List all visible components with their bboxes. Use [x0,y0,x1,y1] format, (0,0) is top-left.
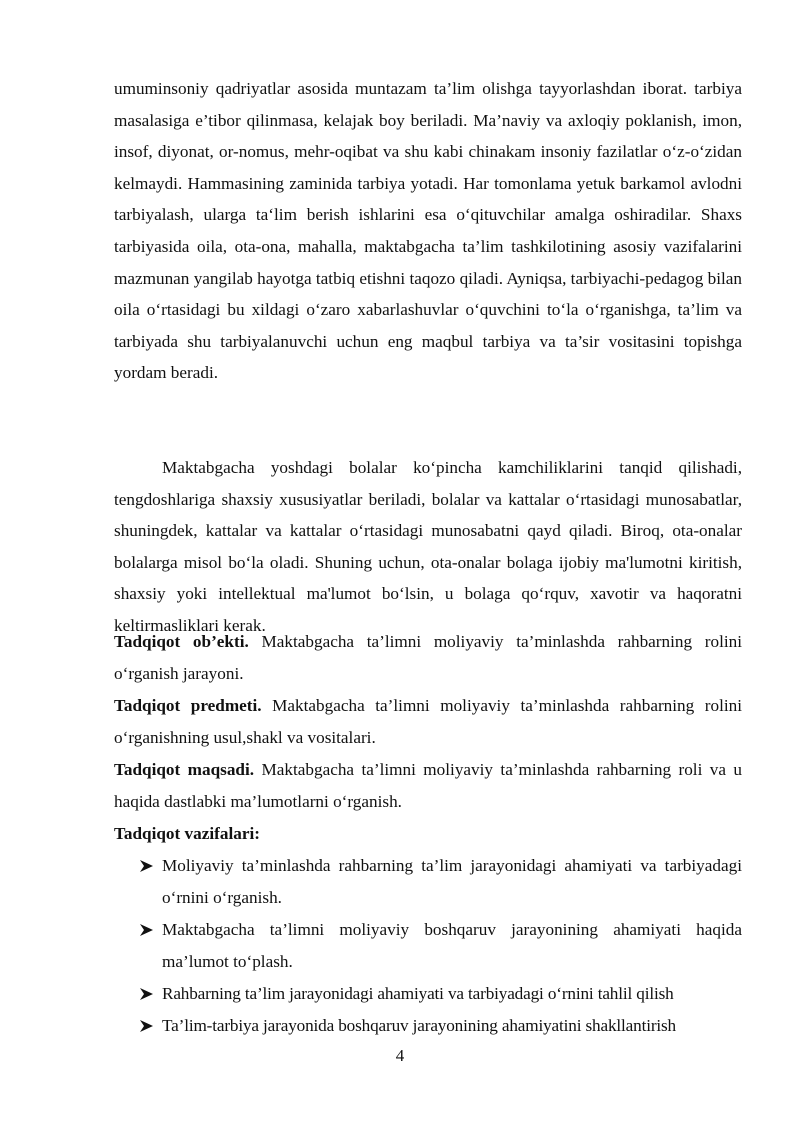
task-text: Rahbarning ta’lim jarayonidagi ahamiyati va tarbiyadagi o‘rnini tahlil qilish [162,984,674,1003]
research-tasks-label: Tadqiqot vazifalari: [114,824,260,843]
task-text: Maktabgacha ta’limni moliyaviy boshqaruv jarayonining ahamiyati haqida ma’lumot to‘plash. [162,920,742,971]
research-subject-label: Tadqiqot predmeti. [114,696,262,715]
research-tasks-heading [114,818,742,850]
task-list-item [140,1010,742,1042]
research-object [114,626,742,689]
task-list-item [140,978,742,1010]
research-goal [114,754,742,817]
research-subject-text: Maktabgacha ta’limni moliyaviy ta’minlashda rahbarning rolini o‘rganishning usul,shakl va vositalari. [114,696,742,747]
research-subject [114,690,742,753]
task-list-item [140,850,742,913]
paragraph-intro: umuminsoniy qadriyatlar asosida muntazam ta’lim olishga tayyorlashdan iborat. tarbiya masalasiga e’tibor qilinmasa, kelajak boy beriladi. Ma’naviy va axloqiy poklanish, imon, insof, diyonat, or-nomus, mehr-oqibat va shu kabi chinakam insoniy fazilatlar o‘z-o‘zidan kelmaydi. Hammasining zaminida tarbiya yotadi. Har tomonlama yetuk barkamol avlodni tarbiyalash, ularga ta‘lim berish ishlarini esa o‘qituvchilar amalga oshiradilar. Shaxs tarbiyasida oila, ota-ona, mahalla, maktabgacha ta’lim tashkilotining asosiy vazifalarini mazmunan yangilab hayotga tatbiq etishni taqozo qiladi. Ayniqsa, tarbiyachi-pedagog bilan oila o‘rtasidagi bu xildagi o‘zaro xabarlashuvlar o‘quvchini to‘la o‘rganishga, ta’lim va tarbiyada shu tarbiyalanuvchi uchun eng maqbul tarbiya va ta’sir vositasini topishga yordam beradi. [114,79,742,383]
task-list-item [140,914,742,977]
research-goal-label: Tadqiqot maqsadi. [114,760,255,779]
research-object-label: Tadqiqot ob’ekti. [114,632,249,651]
page-number: 4 [395,1046,405,1065]
task-text: Ta’lim-tarbiya jarayonida boshqaruv jarayonining ahamiyatini shakllantirish [162,1016,677,1035]
paragraph-preschool: Maktabgacha yoshdagi bolalar ko‘pincha kamchiliklarini tanqid qilishadi, tengdoshlariga shaxsiy xususiyatlar beriladi, bolalar va kattalar o‘rtasidagi munosabatlar, shuningdek, kattalar va kattalar o‘rtasidagi munosabatni qayd qiladi. Biroq, ota-onalar bolalarga misol bo‘la oladi. Shuning uchun, ota-onalar bolaga ijobiy ma'lumotni kiritish, shaxsiy yoki intellektual ma'lumot bo‘lsin, u bolaga qo‘rquv, xavotir va haqoratni keltirmasliklari kerak. [114,458,742,635]
research-object-text: Maktabgacha ta’limni moliyaviy ta’minlashda rahbarning rolini o‘rganish jarayoni. [114,632,743,683]
research-goal-text: Maktabgacha ta’limni moliyaviy ta’minlashda rahbarning roli va u haqida dastlabki ma’lumotlarni o‘rganish. [114,760,742,811]
task-text: Moliyaviy ta’minlashda rahbarning ta’lim jarayonidagi ahamiyati va tarbiyadagi o‘rnini o‘rganish. [162,856,742,907]
